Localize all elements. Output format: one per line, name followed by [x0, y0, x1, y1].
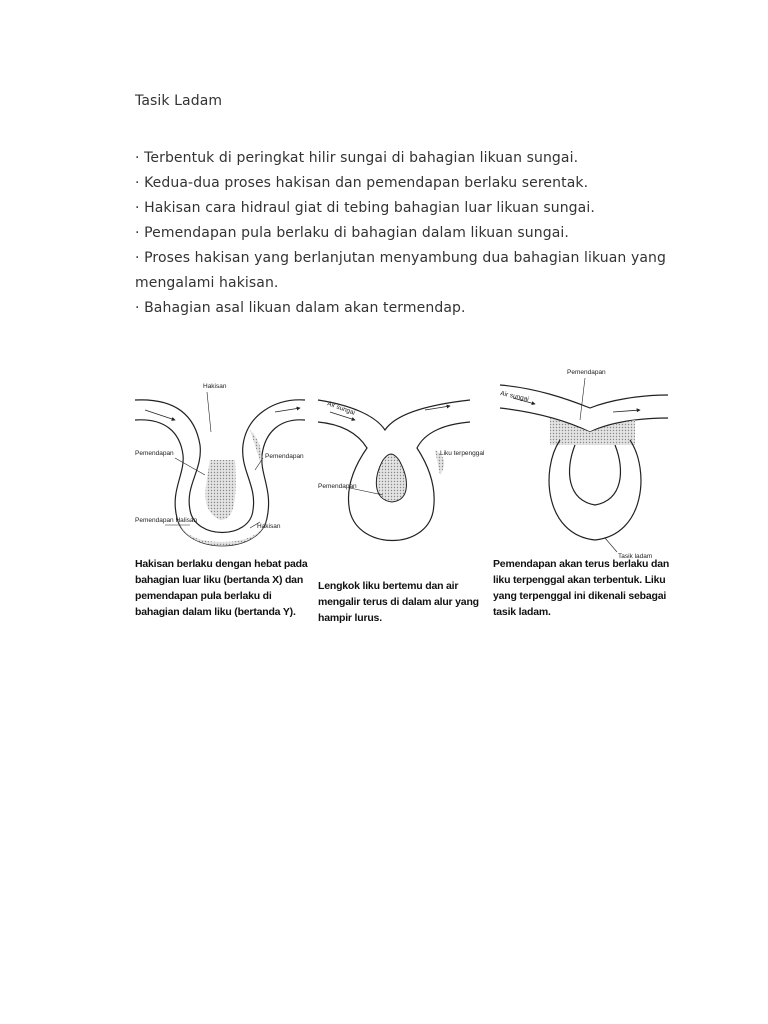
label-liku-terpenggal: Liku terpenggal: [440, 450, 485, 457]
panel-3-caption: Pemendapan akan terus berlaku dan liku terpenggal akan terbentuk. Liku yang terpenggal ini dikenali sebagai tasik ladam.: [493, 558, 670, 618]
label-pemendapan-right: Pemendapan: [265, 453, 304, 460]
panel-2-caption: Lengkok liku bertemu dan air mengalir terus di dalam alur yang hampir lurus.: [318, 580, 479, 624]
label-air-sungai-3: Air sungai: [499, 390, 530, 403]
label-pemendapan-halisan: Pemendapan Halisan: [135, 517, 198, 524]
label-hakisan: Hakisan: [203, 383, 227, 390]
label-air-sungai-2: Air sungai: [326, 400, 356, 417]
bullet-item: · Kedua-dua proses hakisan dan pemendapan berlaku serentak.: [135, 175, 589, 191]
label-pemendapan-2: Pemendapan: [318, 483, 357, 490]
page-title: Tasik Ladam: [135, 93, 223, 109]
label-pemendapan-3: Pemendapan: [567, 369, 606, 376]
label-pemendapan-left: Pemendapan: [135, 450, 174, 457]
panel-1-caption: Hakisan berlaku dengan hebat pada bahagian luar liku (bertanda X) dan pemendapan pula berlaku di bahagian dalam liku (bertanda Y).: [135, 558, 308, 618]
label-hakisan-bottom: Hakisan: [257, 523, 281, 530]
panel-3-diagram: [500, 369, 668, 560]
bullet-item: · Terbentuk di peringkat hilir sungai di bahagian likuan sungai.: [135, 150, 579, 166]
bullet-item: · Hakisan cara hidraul giat di tebing bahagian luar likuan sungai.: [135, 200, 595, 216]
label-tasik-ladam: Tasik ladam: [618, 553, 653, 560]
bullet-item: · Pemendapan pula berlaku di bahagian dalam likuan sungai.: [135, 225, 569, 241]
bullet-item: · Proses hakisan yang berlanjutan menyambung dua bahagian likuan yang mengalami hakisan.: [135, 250, 666, 291]
oxbow-lake-figure: [135, 360, 670, 645]
bullet-list: [135, 146, 675, 321]
panel-1-diagram: [135, 383, 305, 546]
panel-2-diagram: [318, 400, 485, 541]
bullet-item: · Bahagian asal likuan dalam akan termendap.: [135, 300, 466, 316]
